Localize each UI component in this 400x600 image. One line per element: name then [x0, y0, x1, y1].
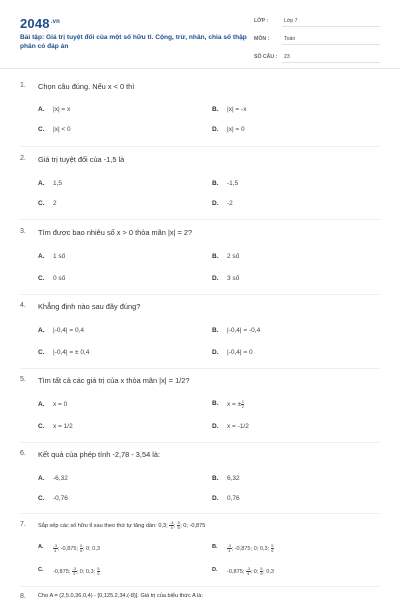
question-text: Giá trị tuyệt đối của -1,5 là — [38, 155, 125, 164]
meta-row-class — [254, 16, 380, 34]
option-text-tail: 0; — [253, 568, 259, 575]
fraction — [177, 521, 180, 530]
option-text: |-0,4| = -0,4 — [227, 327, 261, 334]
question-text: Tìm được bao nhiêu số x > 0 thỏa mãn |x| = 2? — [38, 228, 193, 237]
option-text-main: ; -0,875; 0; 0,3; — [231, 545, 270, 552]
fraction-denominator: 4 — [73, 571, 76, 576]
question-text: Tìm tất cả các giá trị của x thỏa mãn |x| = 1/2? — [38, 376, 190, 385]
question-text: Chọn câu đúng. Nếu x < 0 thì — [38, 82, 135, 91]
option-text: -0,875; $\frac{-3}{4}$ ; 0; 0,3; $\frac{5}{6}$ — [53, 566, 100, 576]
option-letter: B. — [212, 475, 219, 482]
option-text: 1,5 — [53, 180, 63, 187]
meta-row-count — [254, 52, 380, 70]
fraction — [72, 567, 77, 576]
option-letter: A. — [38, 401, 45, 408]
fraction-numerator: 1 — [241, 399, 244, 404]
option-text: |x| = x — [53, 106, 71, 113]
question-number: 5. — [20, 376, 26, 383]
option-text: x = 1/2 — [53, 423, 73, 430]
option-letter: B. — [212, 106, 219, 113]
option-text-tail: 0; 0,3; — [79, 568, 96, 575]
option-letter: C. — [38, 495, 45, 502]
option-text: x = -1/2 — [227, 423, 249, 430]
meta-key: MÔN : — [254, 36, 270, 42]
option-letter: A. — [38, 327, 45, 334]
fraction-denominator: 4 — [247, 571, 250, 576]
question-text: Sắp xếp các số hữu tỉ sau theo thứ tự tăng dần: 0,3; $\frac{-3}{4}$ ; $\frac{5}{6}$ ; 0; -0,875 — [38, 520, 206, 530]
option-text: |x| = -x — [227, 106, 247, 113]
logo-suffix: .vn — [50, 18, 61, 25]
fraction — [271, 544, 274, 553]
worksheet-header — [0, 0, 400, 69]
option-text-main: ; -0,875; — [57, 545, 79, 552]
fraction-numerator: 5 — [271, 543, 274, 548]
option-text: |x| < 0 — [53, 126, 71, 133]
worksheet-title: Bài tập: Giá trị tuyệt đối của một số hữu tỉ. Cộng, trừ, nhân, chia số thập phân có đáp án — [20, 34, 247, 50]
question-text: Cho A = (2,5.0,36.0,4) - [0,125.2,34.(-8)]. Giá trị của biểu thức A là: — [38, 593, 203, 599]
question-divider — [20, 513, 380, 514]
option-text: 0 số — [53, 275, 66, 282]
question-divider — [20, 219, 380, 220]
meta-box — [254, 16, 380, 70]
option-letter: C. — [38, 349, 45, 356]
option-text: 0,76 — [227, 495, 240, 502]
logo-text: 2048 — [20, 16, 50, 31]
fraction-denominator: 4 — [170, 525, 173, 530]
fraction-numerator: -3 — [169, 520, 174, 525]
fraction-denominator: 4 — [54, 548, 57, 553]
fraction — [80, 544, 83, 553]
option-text: -0,76 — [53, 495, 68, 502]
fraction — [241, 400, 244, 409]
question-number: 6. — [20, 450, 26, 457]
fraction-denominator: 6 — [271, 548, 274, 553]
option-text: x = 0 — [53, 401, 68, 408]
option-letter: D. — [212, 349, 219, 356]
option-letter: D. — [212, 423, 219, 430]
option-letter: C. — [38, 567, 44, 573]
site-logo[interactable] — [20, 16, 60, 31]
fraction-numerator: 5 — [260, 566, 263, 571]
question-text: Khẳng định nào sau đây đúng? — [38, 302, 141, 311]
fraction-numerator: -3 — [72, 566, 77, 571]
meta-row-subject — [254, 34, 380, 52]
question-text-mid: 0; — [183, 522, 188, 529]
option-letter: A. — [38, 475, 45, 482]
option-letter: B. — [212, 327, 219, 334]
option-letter: B. — [212, 253, 219, 260]
question-text-tail: -0,875 — [189, 522, 206, 529]
option-letter: C. — [38, 200, 45, 207]
option-letter: C. — [38, 126, 45, 133]
meta-underline — [282, 62, 380, 63]
option-text: 3 số — [227, 275, 240, 282]
option-letter: A. — [38, 106, 45, 113]
option-letter: D. — [212, 200, 219, 207]
option-text: 1 số — [53, 253, 66, 260]
fraction-denominator: 6 — [80, 548, 83, 553]
option-letter: B. — [212, 180, 219, 187]
fraction-denominator: 6 — [260, 571, 263, 576]
question-text-main: Sắp xếp các số hữu tỉ sau theo thứ tự tăng dần: 0,3; — [38, 522, 168, 529]
fraction-numerator: 5 — [97, 566, 100, 571]
option-text: |-0,4| = 0,4 — [53, 327, 85, 334]
option-text: 2 số — [227, 253, 240, 260]
option-letter: B. — [212, 400, 219, 407]
fraction-numerator: -3 — [53, 543, 58, 548]
option-text: |-0,4| = 0 — [227, 349, 253, 356]
meta-value: Toán — [284, 36, 296, 42]
question-number: 4. — [20, 302, 26, 309]
option-text: -2 — [227, 200, 233, 207]
option-text: -1,5 — [227, 180, 239, 187]
option-text-main: -0,875; — [227, 568, 245, 575]
option-text: $\frac{-3}{4}$ ; -0,875; $\frac{5}{6}$ ; 0; 0,3 — [53, 543, 100, 553]
option-text-main: -0,875; — [53, 568, 71, 575]
meta-value: Lớp 7 — [284, 18, 298, 24]
meta-underline — [282, 26, 380, 27]
fraction-denominator: 2 — [241, 404, 244, 409]
question-text: Kết quả của phép tính -2,78 - 3,54 là: — [38, 450, 161, 459]
question-number: 7. — [20, 521, 26, 528]
option-letter: D. — [212, 567, 218, 573]
option-text: |x| = 0 — [227, 126, 245, 133]
option-text: |-0,4| = ± 0,4 — [53, 349, 90, 356]
fraction — [169, 521, 174, 530]
meta-underline — [282, 44, 380, 45]
fraction — [246, 567, 251, 576]
option-letter: C. — [38, 423, 45, 430]
question-divider — [20, 442, 380, 443]
option-letter: D. — [212, 275, 219, 282]
fraction — [97, 567, 100, 576]
question-divider — [20, 294, 380, 295]
option-text — [227, 544, 274, 553]
fraction-denominator: 6 — [177, 525, 180, 530]
fraction-numerator: 5 — [80, 543, 83, 548]
option-letter: D. — [212, 495, 219, 502]
option-text-tail: 0; 0,3 — [86, 545, 100, 552]
option-letter: A. — [38, 544, 44, 550]
fraction-numerator: -3 — [227, 543, 232, 548]
option-text: -0,875; $\frac{-3}{4}$ ; 0; $\frac{5}{6}$ ; 0,3 — [227, 566, 275, 576]
option-text-main: x = ± — [227, 401, 242, 409]
fraction-numerator: -3 — [246, 566, 251, 571]
option-text-tail: 0,3 — [266, 568, 275, 575]
fraction-denominator: 4 — [228, 548, 231, 553]
question-divider — [20, 146, 380, 147]
option-text: 2 — [53, 200, 57, 207]
meta-key: SỐ CÂU : — [254, 54, 278, 60]
fraction-denominator: 6 — [97, 571, 100, 576]
question-number: 1. — [20, 82, 26, 89]
fraction-numerator: 5 — [177, 520, 180, 525]
meta-key: LỚP : — [254, 18, 269, 24]
question-number: 3. — [20, 228, 26, 235]
option-letter: A. — [38, 180, 45, 187]
fraction — [260, 567, 263, 576]
option-letter: D. — [212, 126, 219, 133]
option-text — [227, 400, 244, 409]
option-letter: C. — [38, 275, 45, 282]
option-text: -6,32 — [53, 475, 68, 482]
question-number: 8. — [20, 593, 26, 600]
option-text: 6,32 — [227, 475, 240, 482]
question-divider — [20, 368, 380, 369]
question-number: 2. — [20, 155, 26, 162]
option-letter: B. — [212, 544, 218, 550]
option-letter: A. — [38, 253, 45, 260]
question-divider — [20, 586, 380, 587]
meta-value: 23 — [284, 54, 290, 60]
